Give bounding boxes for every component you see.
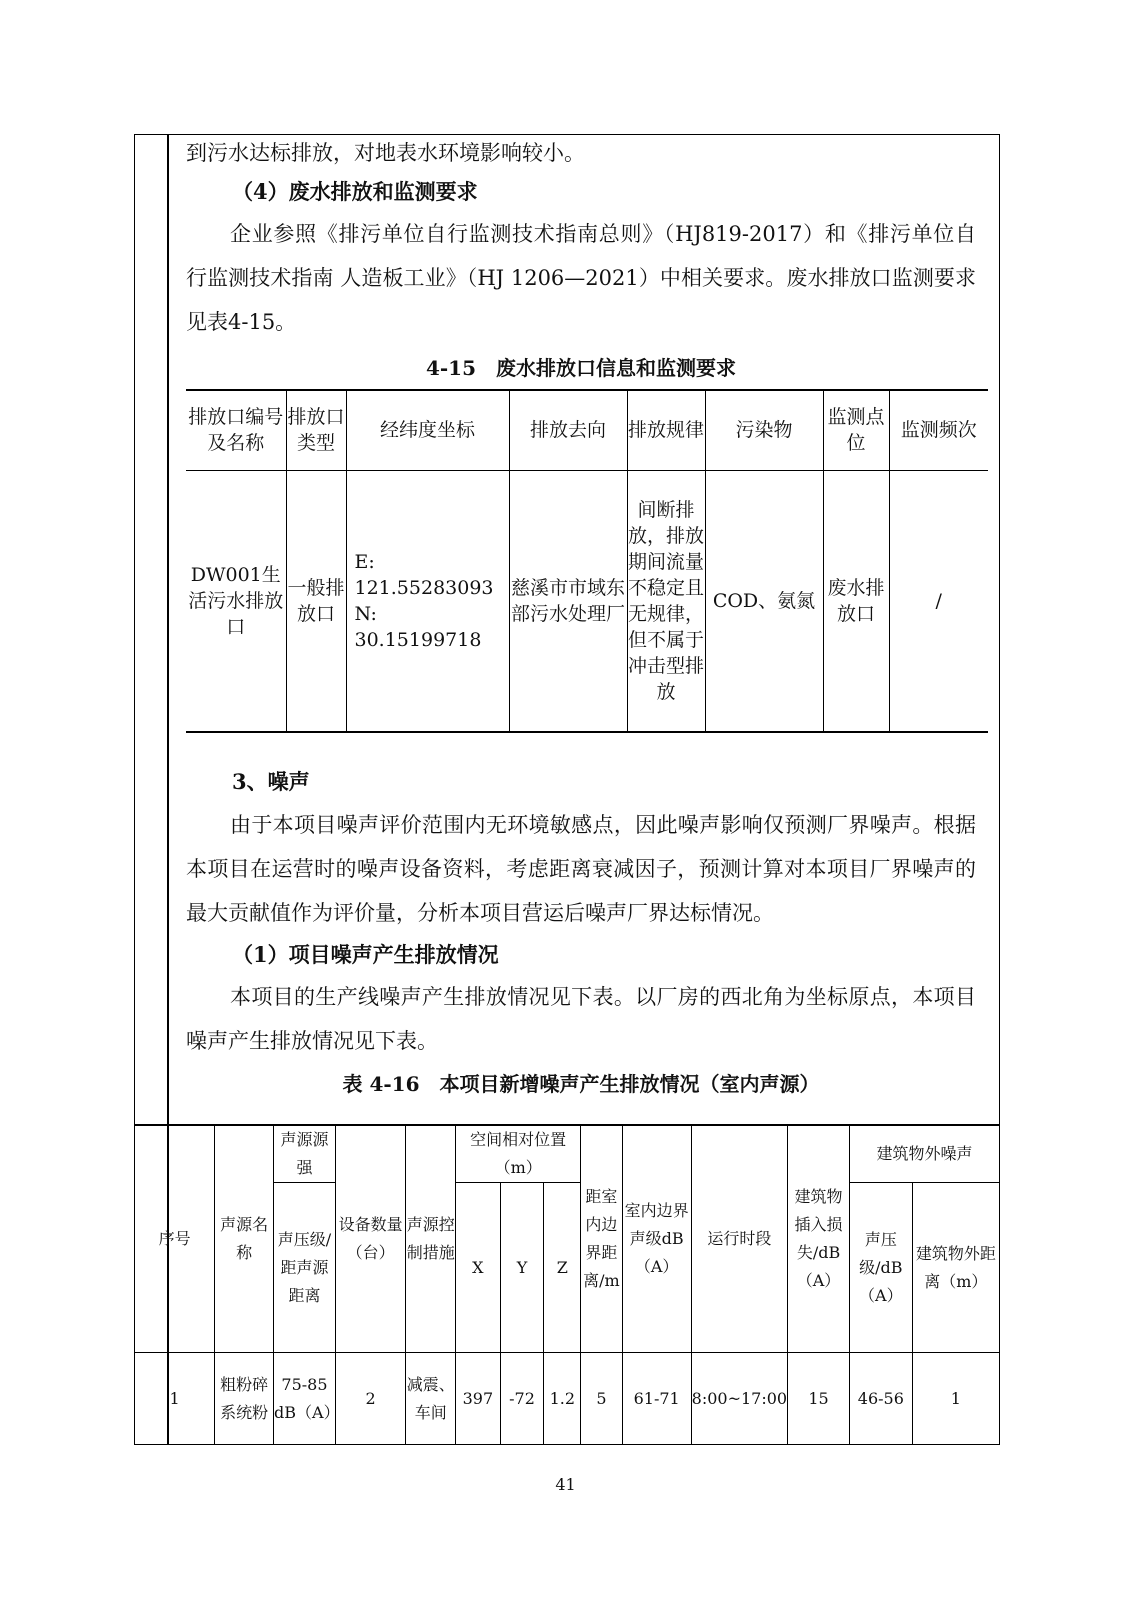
page-number: 41 bbox=[555, 1475, 576, 1494]
header-source-name: 声源名称 bbox=[215, 1125, 274, 1353]
header-insertion-loss: 建筑物插入损失/dB（A） bbox=[788, 1125, 850, 1353]
header-outside-noise: 建筑物外噪声 bbox=[849, 1125, 999, 1183]
header-frequency: 监测频次 bbox=[889, 390, 988, 470]
header-z: Z bbox=[544, 1183, 581, 1353]
table-4-15 bbox=[186, 389, 988, 733]
header-strength-sub: 声压级/距声源距离 bbox=[274, 1183, 336, 1353]
cell-time: 8:00~17:00 bbox=[691, 1353, 787, 1445]
cell-strength: 75-85 dB（A） bbox=[274, 1353, 336, 1445]
cell-count: 2 bbox=[335, 1353, 405, 1445]
table-4-16 bbox=[134, 1124, 1000, 1445]
paragraph-noise-intro: 由于本项目噪声评价范围内无环境敏感点，因此噪声影响仅预测厂界噪声。根据本项目在运营时的噪声设备资料，考虑距离衰减因子，预测计算对本项目厂界噪声的最大贡献值作为评价量，分析本项目营运后噪声厂界达标情况。 bbox=[186, 813, 976, 925]
table-row bbox=[135, 1353, 1000, 1445]
table-row bbox=[186, 470, 988, 732]
coord-north: N: 30.15199718 bbox=[354, 602, 482, 651]
cell-coordinates bbox=[346, 470, 509, 732]
header-outside-level: 声压级/dB（A） bbox=[849, 1183, 912, 1353]
paragraph-noise-emission: 本项目的生产线噪声产生排放情况见下表。以厂房的西北角为坐标原点，本项目噪声产生排放情况见下表。 bbox=[186, 985, 976, 1053]
header-control-measure: 声源控制措施 bbox=[406, 1125, 456, 1353]
cell-pollutant: COD、氨氮 bbox=[705, 470, 823, 732]
cell-loss: 15 bbox=[788, 1353, 850, 1445]
table-4-16-caption: 表 4-16 本项目新增噪声产生排放情况（室内声源） bbox=[342, 1072, 820, 1096]
cell-monitor-point: 废水排放口 bbox=[823, 470, 889, 732]
header-pollutant: 污染物 bbox=[705, 390, 823, 470]
header-source-strength: 声源源强 bbox=[274, 1125, 336, 1183]
header-pattern: 排放规律 bbox=[627, 390, 705, 470]
header-operating-time: 运行时段 bbox=[691, 1125, 787, 1353]
cell-frequency: / bbox=[889, 470, 988, 732]
header-boundary-distance: 距室内边界距离/m bbox=[581, 1125, 623, 1353]
table-4-15-caption: 4-15 废水排放口信息和监测要求 bbox=[425, 356, 737, 380]
cell-x: 397 bbox=[456, 1353, 500, 1445]
paragraph-monitoring-requirements: 企业参照《排污单位自行监测技术指南总则》（HJ819-2017）和《排污单位自行监测技术指南 人造板工业》（HJ 1206—2021）中相关要求。废水排放口监测要求见表4-15。 bbox=[186, 222, 976, 334]
header-monitor-point: 监测点位 bbox=[823, 390, 889, 470]
header-coordinates: 经纬度坐标 bbox=[346, 390, 509, 470]
cell-control: 减震、车间 bbox=[406, 1353, 456, 1445]
cell-no: 1 bbox=[135, 1353, 215, 1445]
cell-indoor-level: 61-71 bbox=[622, 1353, 691, 1445]
cell-source-name: 粗粉碎系统粉 bbox=[215, 1353, 274, 1445]
header-outlet: 排放口编号及名称 bbox=[186, 390, 286, 470]
header-spatial-position: 空间相对位置（m） bbox=[456, 1125, 581, 1183]
cell-distance: 5 bbox=[581, 1353, 623, 1445]
header-device-count: 设备数量（台） bbox=[335, 1125, 405, 1353]
heading-noise-emission: （1）项目噪声产生排放情况 bbox=[232, 942, 499, 967]
cell-z: 1.2 bbox=[544, 1353, 581, 1445]
cell-outlet-type: 一般排放口 bbox=[286, 470, 346, 732]
cell-destination: 慈溪市市域东部污水处理厂 bbox=[509, 470, 627, 732]
header-destination: 排放去向 bbox=[509, 390, 627, 470]
paragraph-continuation: 到污水达标排放，对地表水环境影响较小。 bbox=[186, 141, 585, 165]
header-outlet-type: 排放口类型 bbox=[286, 390, 346, 470]
cell-y: -72 bbox=[500, 1353, 544, 1445]
header-indoor-level: 室内边界声级dB（A） bbox=[622, 1125, 691, 1353]
heading-wastewater-monitoring: （4）废水排放和监测要求 bbox=[232, 179, 478, 204]
header-y: Y bbox=[500, 1183, 544, 1353]
cell-outside-distance: 1 bbox=[912, 1353, 999, 1445]
heading-noise: 3、噪声 bbox=[232, 769, 310, 794]
cell-pattern: 间断排放，排放期间流量不稳定且无规律，但不属于冲击型排放 bbox=[627, 470, 705, 732]
header-x: X bbox=[456, 1183, 500, 1353]
header-outside-distance: 建筑物外距离（m） bbox=[912, 1183, 999, 1353]
coord-east: E: 121.55283093 bbox=[354, 550, 494, 599]
cell-outside-level: 46-56 bbox=[849, 1353, 912, 1445]
cell-outlet: DW001生活污水排放口 bbox=[186, 470, 286, 732]
header-no: 序号 bbox=[135, 1125, 215, 1353]
